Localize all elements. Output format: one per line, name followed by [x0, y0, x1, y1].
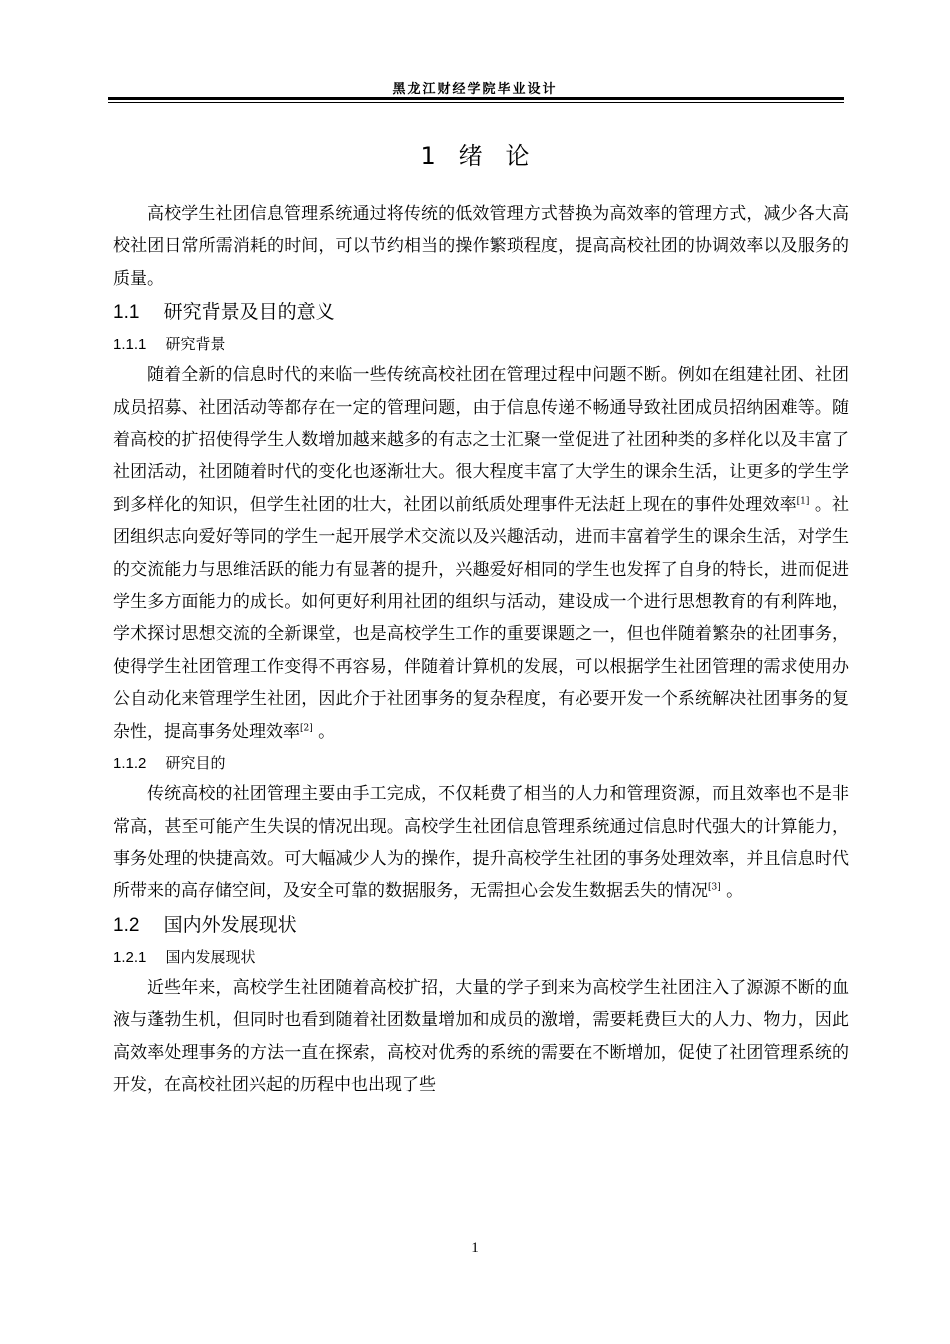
intro-paragraph: 高校学生社团信息管理系统通过将传统的低效管理方式替换为高效率的管理方式，减少各大高校社团日常所需消耗的时间，可以节约相当的操作繁琐程度，提高高校社团的协调效率以及服务的质量。	[113, 204, 849, 289]
section-number: 1.1	[113, 302, 140, 324]
page-number: 1	[471, 1240, 479, 1256]
section-heading-1-1	[113, 295, 849, 329]
chapter-number: 1	[420, 142, 436, 170]
subsection-title: 研究目的	[165, 754, 226, 773]
subsection-heading-1-2-1	[113, 942, 849, 972]
domestic-status-paragraph: 近些年来，高校学生社团随着高校扩招，大量的学子到来为高校学生社团注入了源源不断的血液与蓬勃生机，但同时也看到随着社团数量增加和成员的激增，需要耗费巨大的人力、物力，因此高效率处理事务的方法一直在探索，高校对优秀的系统的需要在不断增加，促使了社团管理系统的开发，在高校社团兴起的历程中也出现了些	[113, 977, 849, 1095]
paragraph-text: 。社团组织志向爱好等同的学生一起开展学术交流以及兴趣活动，进而丰富着学生的课余生活，对学生的交流能力与思维活跃的能力有显著的提升，兴趣爱好相同的学生也发挥了自身的特长，进而促进学生多方面能力的成长。如何更好利用社团的组织与活动，建设成一个进行思想教育的有利阵地，学术探讨思想交流的全新课堂，也是高校学生工作的重要课题之一，但也伴随着繁杂的社团事务，使得学生社团管理工作变得不再容易，伴随着计算机的发展，可以根据学生社团管理的需求使用办公自动化来管理学生社团，因此介于社团事务的复杂程度，有必要开发一个系统解决社团事务的复杂性，提高事务处理效率	[113, 494, 850, 742]
subsection-heading-1-1-2	[113, 748, 849, 778]
chapter-name: 绪 论	[458, 142, 530, 170]
paragraph-text: 传统高校的社团管理主要由手工完成，不仅耗费了相当的人力和管理资源，而且效率也不是非常高，甚至可能产生失误的情况出现。高校学生社团信息管理系统通过信息时代强大的计算能力，事务处理的快捷高效。可大幅减少人为的操作，提升高校学生社团的事务处理效率，并且信息时代所带来的高存储空间，及安全可靠的数据服务，无需担心会发生数据丢失的情况	[113, 784, 849, 902]
section-heading-1-2	[113, 908, 849, 942]
subsection-heading-1-1-1	[113, 329, 849, 359]
header-rule-thick	[108, 97, 844, 100]
subsection-number: 1.2.1	[113, 948, 147, 966]
subsection-title: 国内发展现状	[165, 947, 256, 966]
paragraph-text: 。	[720, 881, 744, 902]
subsection-number: 1.1.2	[113, 755, 147, 773]
section-title: 国内外发展现状	[163, 913, 297, 936]
subsection-title: 研究背景	[165, 335, 226, 354]
citation-ref: [3]	[708, 882, 721, 893]
section-number: 1.2	[113, 914, 140, 936]
paragraph-text: 。	[312, 721, 336, 742]
citation-ref: [2]	[300, 723, 313, 734]
body-content	[113, 198, 849, 1101]
citation-ref: [1]	[796, 496, 810, 507]
header-rule-thin	[108, 102, 844, 103]
paragraph-text: 随着全新的信息时代的来临一些传统高校社团在管理过程中问题不断。例如在组建社团、社团成员招募、社团活动等都存在一定的管理问题，由于信息传递不畅通导致社团成员招纳困难等。随着高校的扩招使得学生人数增加越来越多的有志之士汇聚一堂促进了社团种类的多样化以及丰富了社团活动，社团随着时代的变化也逐渐壮大。很大程度丰富了大学生的课余生活，让更多的学生学到多样化的知识，但学生社团的壮大，社团以前纸质处理事件无法赶上现在的事件处理效率	[113, 365, 849, 515]
running-header: 黑龙江财经学院毕业设计	[392, 82, 558, 97]
research-background-paragraph	[113, 359, 849, 748]
chapter-title	[0, 140, 950, 172]
subsection-number: 1.1.1	[113, 336, 147, 354]
section-title: 研究背景及目的意义	[163, 301, 335, 324]
research-purpose-paragraph	[113, 778, 849, 908]
